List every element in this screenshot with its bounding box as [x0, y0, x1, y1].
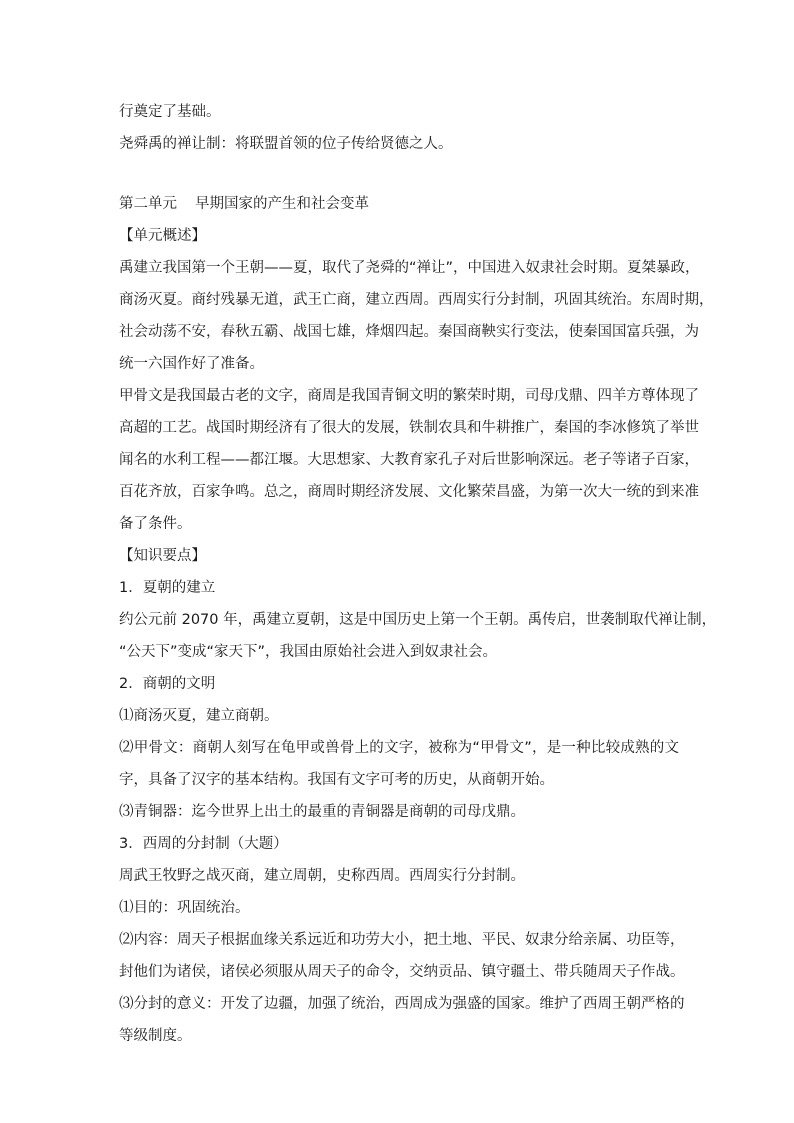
overview-p1-line: 统一六国作好了准备。 [119, 356, 264, 372]
section-1-line: “公天下”变成“家天下”，我国由原始社会进入到奴隶社会。 [119, 644, 498, 660]
section-1-title: 1．夏朝的建立 [119, 580, 216, 596]
section-3-item-2: 封他们为诸侯，诸侯必须服从周天子的命令，交纳贡品、镇守疆土、带兵随周天子作战。 [119, 964, 685, 980]
section-3-item-1: ⑴目的：巩固统治。 [119, 900, 250, 916]
section-2-title: 2．商朝的文明 [119, 676, 216, 692]
intro-line-1: 行奠定了基础。 [119, 104, 221, 120]
unit-number: 第二单元 [119, 196, 177, 212]
section-2-item-2: ⑵甲骨文：商朝人刻写在龟甲或兽骨上的文字，被称为“甲骨文”，是一种比较成熟的文 [119, 740, 679, 756]
unit-heading [119, 188, 679, 220]
spacer [119, 160, 679, 188]
overview-p2-line: 高超的工艺。战国时期经济有了很大的发展，铁制农具和牛耕推广，秦国的李冰修筑了举世 [119, 420, 699, 436]
knowledge-heading: 【知识要点】 [119, 548, 206, 564]
overview-p1-line: 社会动荡不安，春秋五霸、战国七雄，烽烟四起。秦国商鞅实行变法，使秦国国富兵强，为 [119, 324, 699, 340]
overview-p1-line: 商汤灭夏。商纣残暴无道，武王亡商，建立西周。西周实行分封制，巩固其统治。东周时期， [119, 292, 714, 308]
section-1-line: 约公元前 2070 年，禹建立夏朝，这是中国历史上第一个王朝。禹传启，世袭制取代禅让制， [119, 612, 717, 628]
overview-p2-line: 甲骨文是我国最古老的文字，商周是我国青铜文明的繁荣时期，司母戊鼎、四羊方尊体现了 [119, 388, 699, 404]
section-2-item-2: 字，具备了汉字的基本结构。我国有文字可考的历史，从商朝开始。 [119, 772, 554, 788]
section-2-item-3: ⑶青铜器：迄今世界上出土的最重的青铜器是商朝的司母戊鼎。 [119, 804, 525, 820]
section-3-intro: 周武王牧野之战灭商，建立周朝，史称西周。西周实行分封制。 [119, 868, 525, 884]
section-3-item-3: ⑶分封的意义：开发了边疆，加强了统治，西周成为强盛的国家。维护了西周王朝严格的 [119, 996, 685, 1012]
intro-line-2: 尧舜禹的禅让制：将联盟首领的位子传给贤德之人。 [119, 136, 453, 152]
section-3-title: 3．西周的分封制（大题） [119, 836, 288, 852]
overview-heading: 【单元概述】 [119, 228, 206, 244]
overview-p2-line: 备了条件。 [119, 516, 192, 532]
overview-p2-line: 百花齐放，百家争鸣。总之，商周时期经济发展、文化繁荣昌盛，为第一次大一统的到来准 [119, 484, 699, 500]
unit-title: 早期国家的产生和社会变革 [195, 196, 369, 212]
section-2-item-1: ⑴商汤灭夏，建立商朝。 [119, 708, 279, 724]
section-3-item-2: ⑵内容：周天子根据血缘关系远近和功劳大小，把土地、平民、奴隶分给亲属、功臣等， [119, 932, 685, 948]
overview-p2-line: 闻名的水利工程——都江堰。大思想家、大教育家孔子对后世影响深远。老子等诸子百家， [119, 452, 699, 468]
overview-p1-line: 禹建立我国第一个王朝——夏，取代了尧舜的“禅让”，中国进入奴隶社会时期。夏桀暴政， [119, 260, 700, 276]
document-page [119, 96, 717, 1052]
section-3-item-3: 等级制度。 [119, 1028, 192, 1044]
